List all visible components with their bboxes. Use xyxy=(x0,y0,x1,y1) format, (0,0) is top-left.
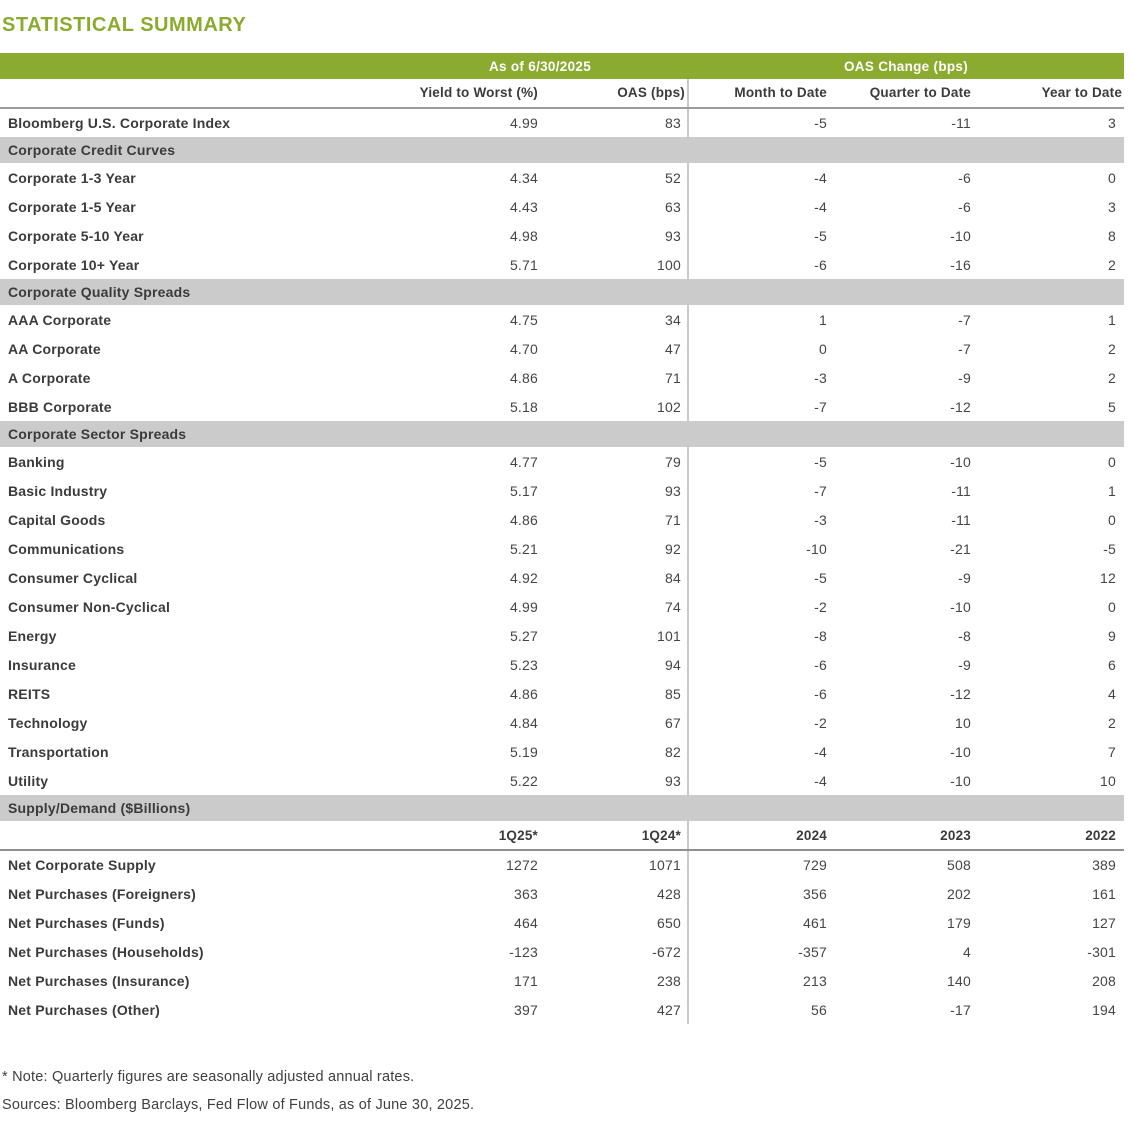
cell-value: 428 xyxy=(657,885,681,902)
cell-value: 4.86 xyxy=(509,369,538,386)
cell-value: 4.99 xyxy=(509,598,538,615)
cell-value: 5.17 xyxy=(509,482,538,499)
row-label: Net Purchases (Other) xyxy=(8,1001,161,1018)
cell-value: -7 xyxy=(688,392,829,421)
cell-value: 56 xyxy=(688,995,829,1024)
table-row xyxy=(0,621,1124,650)
cell-value: 4 xyxy=(1108,685,1117,702)
cell-value: -9 xyxy=(958,656,971,673)
cell-value: 6 xyxy=(1108,656,1117,673)
cell-value: -6 xyxy=(688,679,829,708)
table-row xyxy=(0,447,1124,476)
cell-value: 67 xyxy=(665,714,681,731)
cell-value: 5.21 xyxy=(509,540,538,557)
cell-value: 12 xyxy=(1100,569,1117,586)
table-row xyxy=(0,592,1124,621)
row-label: Bloomberg U.S. Corporate Index xyxy=(8,115,231,131)
cell-value: -12 xyxy=(950,398,971,415)
cell-value: -5 xyxy=(1103,540,1117,557)
col-header-year-to-date: Year to Date xyxy=(973,79,1124,108)
row-label: Communications xyxy=(8,540,125,557)
cell-value: 1071 xyxy=(649,857,681,873)
cell-value: 650 xyxy=(657,914,681,931)
group-header-oas-change: OAS Change (bps) xyxy=(688,53,1124,79)
table-row xyxy=(0,476,1124,505)
cell-value: -4 xyxy=(688,163,829,192)
cell-value: 427 xyxy=(657,1001,681,1018)
cell-value: -672 xyxy=(652,943,681,960)
cell-value: -6 xyxy=(688,250,829,279)
footnote-sources: Sources: Bloomberg Barclays, Fed Flow of Funds, as of June 30, 2025. xyxy=(2,1097,475,1113)
row-label: Consumer Non-Cyclical xyxy=(8,598,171,615)
row-label: Corporate 1-5 Year xyxy=(8,198,136,215)
col-header-oas-bps: OAS (bps) xyxy=(540,79,688,108)
cell-value: 4.84 xyxy=(509,714,538,731)
cell-value: 140 xyxy=(947,972,971,989)
cell-value: -5 xyxy=(688,447,829,476)
cell-value: 92 xyxy=(665,540,681,557)
cell-value: 202 xyxy=(947,885,971,902)
row-label: Net Corporate Supply xyxy=(8,857,156,873)
cell-value: 52 xyxy=(665,169,681,186)
col-header-period: 1Q25* xyxy=(392,821,540,850)
table-row xyxy=(0,850,1124,879)
row-label: Net Purchases (Insurance) xyxy=(8,972,190,989)
row-label: Consumer Cyclical xyxy=(8,569,138,586)
cell-value: 34 xyxy=(665,311,681,328)
section-header-row xyxy=(0,421,1124,447)
row-label: Insurance xyxy=(8,656,76,673)
col-header-quarter-to-date: Quarter to Date xyxy=(829,79,973,108)
cell-value: 729 xyxy=(688,850,829,879)
cell-value: 363 xyxy=(514,885,538,902)
cell-value: 5.19 xyxy=(509,743,538,760)
cell-value: 4.92 xyxy=(509,569,538,586)
cell-value: 161 xyxy=(1092,885,1117,902)
cell-value: 83 xyxy=(665,115,681,131)
section-header-row xyxy=(0,279,1124,305)
cell-value: 4.34 xyxy=(509,169,538,186)
cell-value: 208 xyxy=(1092,972,1117,989)
cell-value: 179 xyxy=(947,914,971,931)
cell-value: -11 xyxy=(951,115,971,131)
cell-value: -5 xyxy=(688,563,829,592)
cell-value: 47 xyxy=(665,340,681,357)
section-header-row xyxy=(0,137,1124,163)
cell-value: 4.86 xyxy=(509,685,538,702)
cell-value: 5 xyxy=(1108,398,1117,415)
cell-value: -7 xyxy=(688,476,829,505)
table-row xyxy=(0,766,1124,795)
cell-value: 79 xyxy=(665,453,681,470)
cell-value: 93 xyxy=(665,482,681,499)
cell-value: 1 xyxy=(1108,482,1117,499)
supply-demand-column-header-row xyxy=(0,821,1124,850)
cell-value: 4.98 xyxy=(509,227,538,244)
cell-value: 5.22 xyxy=(509,772,538,789)
row-label: Capital Goods xyxy=(8,511,106,528)
cell-value: -10 xyxy=(688,534,829,563)
table-row xyxy=(0,221,1124,250)
cell-value: 2 xyxy=(1108,340,1117,357)
cell-value: -11 xyxy=(951,511,971,528)
cell-value: 0 xyxy=(1108,169,1117,186)
cell-value: -10 xyxy=(950,772,971,789)
cell-value: 85 xyxy=(665,685,681,702)
cell-value: 3 xyxy=(1108,115,1117,131)
cell-value: 508 xyxy=(947,857,971,873)
cell-value: 5.27 xyxy=(509,627,538,644)
statistical-summary-table xyxy=(0,53,1124,1024)
cell-value: 74 xyxy=(665,598,681,615)
cell-value: -357 xyxy=(688,937,829,966)
cell-value: 4.75 xyxy=(509,311,538,328)
cell-value: -7 xyxy=(958,311,971,328)
table-row xyxy=(0,192,1124,221)
cell-value: -4 xyxy=(688,192,829,221)
row-label: Transportation xyxy=(8,743,109,760)
table-row xyxy=(0,334,1124,363)
cell-value: 93 xyxy=(665,772,681,789)
cell-value: -10 xyxy=(950,598,971,615)
table-row xyxy=(0,108,1124,137)
cell-value: 389 xyxy=(1092,857,1117,873)
cell-value: 100 xyxy=(657,256,681,273)
table-row xyxy=(0,363,1124,392)
row-label: Net Purchases (Households) xyxy=(8,943,204,960)
cell-value: -301 xyxy=(1087,943,1117,960)
cell-value: 1 xyxy=(688,305,829,334)
table-row xyxy=(0,650,1124,679)
row-label: Technology xyxy=(8,714,88,731)
cell-value: 10 xyxy=(955,714,971,731)
cell-value: 9 xyxy=(1108,627,1117,644)
cell-value: -4 xyxy=(688,766,829,795)
col-header-yield-to-worst: Yield to Worst (%) xyxy=(392,79,540,108)
table-row xyxy=(0,995,1124,1024)
cell-value: 4 xyxy=(963,943,971,960)
cell-value: 356 xyxy=(688,879,829,908)
cell-value: 397 xyxy=(514,1001,538,1018)
cell-value: 5.71 xyxy=(509,256,538,273)
table-row xyxy=(0,305,1124,334)
cell-value: 8 xyxy=(1108,227,1117,244)
table-row xyxy=(0,908,1124,937)
column-header-row xyxy=(0,79,1124,108)
cell-value: -6 xyxy=(958,169,971,186)
col-header-period: 1Q24* xyxy=(540,821,688,850)
section-header-label: Corporate Credit Curves xyxy=(0,137,1124,163)
row-label: AA Corporate xyxy=(8,340,101,357)
row-label: BBB Corporate xyxy=(8,398,112,415)
cell-value: 102 xyxy=(657,398,681,415)
cell-value: 2 xyxy=(1108,256,1117,273)
table-row xyxy=(0,708,1124,737)
group-header-as-of: As of 6/30/2025 xyxy=(392,53,688,79)
col-header-period: 2024 xyxy=(688,821,829,850)
cell-value: 71 xyxy=(665,511,681,528)
page-title: STATISTICAL SUMMARY xyxy=(2,14,247,36)
col-header-month-to-date: Month to Date xyxy=(688,79,829,108)
col-header-period: 2022 xyxy=(973,821,1124,850)
cell-value: 0 xyxy=(688,334,829,363)
cell-value: -2 xyxy=(688,708,829,737)
cell-value: 5.18 xyxy=(509,398,538,415)
table-row xyxy=(0,534,1124,563)
cell-value: -6 xyxy=(958,198,971,215)
group-header-row xyxy=(0,53,1124,79)
section-header-label: Corporate Sector Spreads xyxy=(0,421,1124,447)
table-row xyxy=(0,679,1124,708)
cell-value: -17 xyxy=(950,1001,971,1018)
footnotes xyxy=(2,1068,1124,1115)
cell-value: 5.23 xyxy=(509,656,538,673)
table-row xyxy=(0,163,1124,192)
group-header-spacer xyxy=(0,53,392,79)
cell-value: -9 xyxy=(958,569,971,586)
section-header-label: Supply/Demand ($Billions) xyxy=(0,795,1124,821)
cell-value: 94 xyxy=(665,656,681,673)
section-header-label: Corporate Quality Spreads xyxy=(0,279,1124,305)
table-row xyxy=(0,505,1124,534)
cell-value: 7 xyxy=(1108,743,1117,760)
cell-value: -16 xyxy=(950,256,971,273)
cell-value: 82 xyxy=(665,743,681,760)
cell-value: 84 xyxy=(665,569,681,586)
row-label: Energy xyxy=(8,627,57,644)
cell-value: 63 xyxy=(665,198,681,215)
row-label: A Corporate xyxy=(8,369,91,386)
cell-value: 4.70 xyxy=(509,340,538,357)
cell-value: 4.77 xyxy=(509,453,538,470)
cell-value: -21 xyxy=(950,540,971,557)
footnote-note: * Note: Quarterly figures are seasonally adjusted annual rates. xyxy=(2,1069,415,1085)
cell-value: 213 xyxy=(688,966,829,995)
cell-value: 2 xyxy=(1108,369,1117,386)
cell-value: 1272 xyxy=(506,857,538,873)
cell-value: 127 xyxy=(1092,914,1117,931)
cell-value: 0 xyxy=(1108,453,1117,470)
cell-value: -4 xyxy=(688,737,829,766)
row-label: Utility xyxy=(8,772,49,789)
cell-value: 464 xyxy=(514,914,538,931)
row-label: Net Purchases (Foreigners) xyxy=(8,885,197,902)
table-row xyxy=(0,937,1124,966)
cell-value: 0 xyxy=(1108,511,1117,528)
row-label: Corporate 10+ Year xyxy=(8,256,140,273)
cell-value: -8 xyxy=(688,621,829,650)
table-row xyxy=(0,879,1124,908)
table-row xyxy=(0,392,1124,421)
row-label: REITS xyxy=(8,685,51,702)
row-label: Banking xyxy=(8,453,65,470)
cell-value: 461 xyxy=(688,908,829,937)
row-label: Corporate 1-3 Year xyxy=(8,169,136,186)
col-header-empty xyxy=(0,79,392,108)
cell-value: 2 xyxy=(1108,714,1117,731)
cell-value: 194 xyxy=(1092,1001,1117,1018)
cell-value: -5 xyxy=(688,221,829,250)
table-row xyxy=(0,563,1124,592)
row-label: Corporate 5-10 Year xyxy=(8,227,144,244)
row-label: Net Purchases (Funds) xyxy=(8,914,165,931)
cell-value: -10 xyxy=(950,743,971,760)
cell-value: -9 xyxy=(958,369,971,386)
cell-value: -11 xyxy=(951,482,971,499)
cell-value: 1 xyxy=(1108,311,1117,328)
row-label: AAA Corporate xyxy=(8,311,112,328)
cell-value: 3 xyxy=(1108,198,1117,215)
cell-value: -3 xyxy=(688,505,829,534)
cell-value: -8 xyxy=(958,627,971,644)
cell-value: -12 xyxy=(950,685,971,702)
cell-value: -10 xyxy=(950,227,971,244)
cell-value: -10 xyxy=(950,453,971,470)
table-row xyxy=(0,737,1124,766)
cell-value: 4.43 xyxy=(509,198,538,215)
cell-value: 71 xyxy=(665,369,681,386)
cell-value: -5 xyxy=(688,108,829,137)
cell-value: -7 xyxy=(958,340,971,357)
section-header-row xyxy=(0,795,1124,821)
cell-value: 171 xyxy=(514,972,538,989)
col-header-period: 2023 xyxy=(829,821,973,850)
cell-value: -123 xyxy=(509,943,538,960)
cell-value: 10 xyxy=(1100,772,1117,789)
cell-value: 238 xyxy=(657,972,681,989)
cell-value: 93 xyxy=(665,227,681,244)
cell-value: 0 xyxy=(1108,598,1117,615)
table-row xyxy=(0,250,1124,279)
cell-value: 4.99 xyxy=(509,115,538,131)
table-row xyxy=(0,966,1124,995)
col-header-empty xyxy=(0,821,392,850)
cell-value: -6 xyxy=(688,650,829,679)
cell-value: -3 xyxy=(688,363,829,392)
cell-value: 101 xyxy=(657,627,681,644)
cell-value: -2 xyxy=(688,592,829,621)
cell-value: 4.86 xyxy=(509,511,538,528)
row-label: Basic Industry xyxy=(8,482,108,499)
